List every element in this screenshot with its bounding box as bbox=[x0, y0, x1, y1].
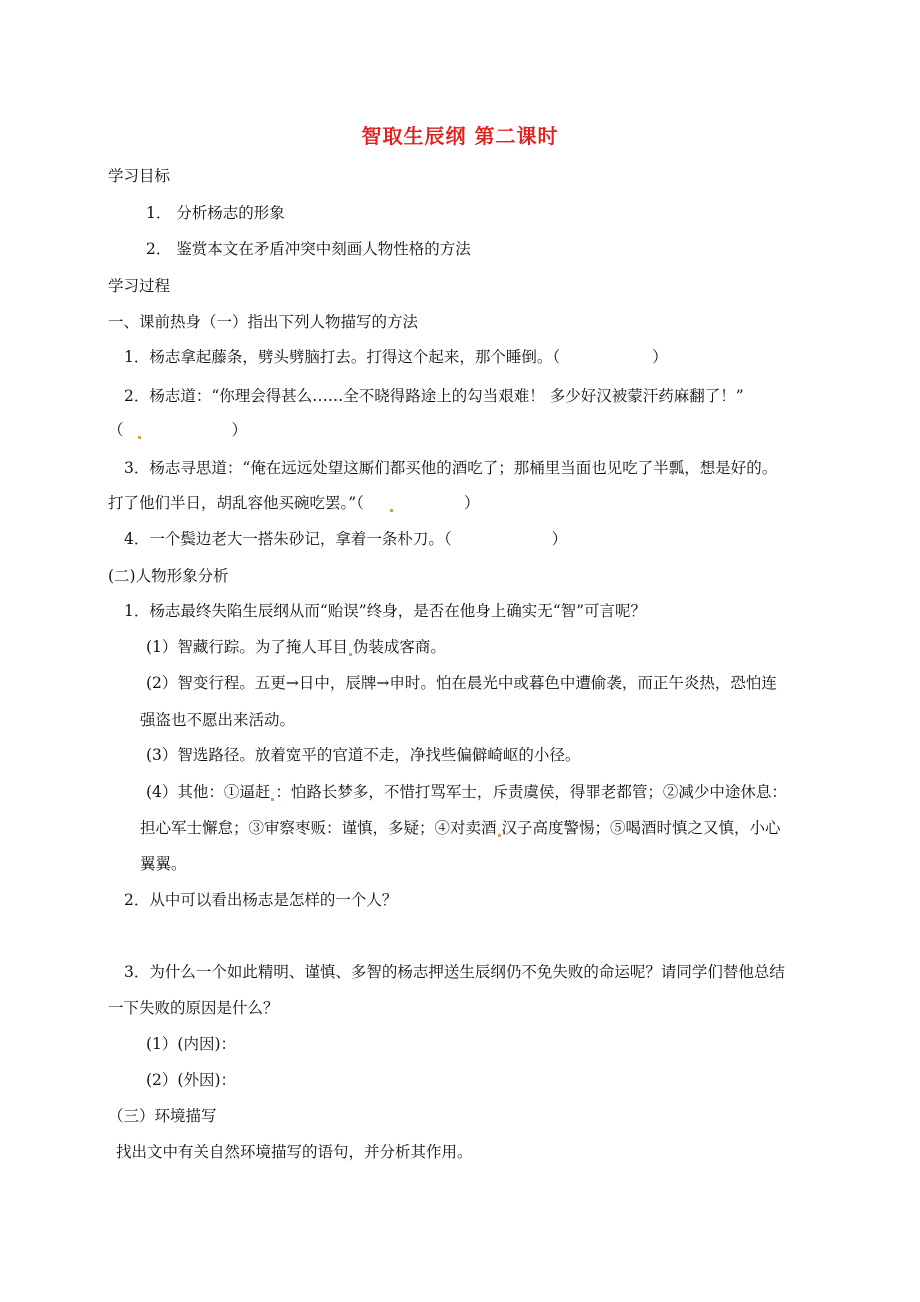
analysis-question-3-line2: 一下失败的原因是什么？ bbox=[108, 999, 279, 1017]
mark-dot bbox=[498, 834, 501, 837]
close-paren: ） bbox=[463, 494, 480, 512]
goal-item-2: 2． 鉴赏本文在矛盾冲突中刻画人物性格的方法 bbox=[146, 240, 471, 258]
exercise-1-text: 1．杨志拿起藤条，劈头劈脑打去。打得这个起来，那个睡倒。（ bbox=[124, 348, 561, 366]
point-1-text-b: 伪装成客商。 bbox=[352, 638, 446, 656]
analysis-question-3-line1: 3．为什么一个如此精明、谨慎、多智的杨志押送生辰纲仍不免失败的命运呢？请同学们替他总结 bbox=[124, 963, 785, 981]
answer-blank bbox=[124, 420, 232, 440]
analysis-point-4-line3: 翼翼。 bbox=[140, 855, 187, 873]
part1-heading: 一、课前热身（一）指出下列人物描写的方法 bbox=[108, 313, 419, 331]
point-4-text-c: 担心军士懈怠；③审察枣贩：谨慎，多疑；④对卖酒 bbox=[140, 819, 497, 837]
close-paren: ） bbox=[551, 530, 568, 548]
page-title: 智取生辰纲 第二课时 bbox=[361, 124, 559, 148]
analysis-point-2-line1: (2）智变行程。五更→日中，辰牌→申时。怕在晨光中或暮色中遭偷袭，而正午炎热，恐怕连 bbox=[146, 674, 777, 692]
analysis-question-1: 1．杨志最终失陷生辰纲从而“贻误”终身，是否在他身上确实无“智”可言呢？ bbox=[124, 602, 647, 620]
reason-internal: (1）(内因)： bbox=[146, 1035, 237, 1053]
exercise-3-text: 打了他们半日，胡乱容他买碗吃罢。”（ bbox=[108, 494, 364, 512]
close-paren: ） bbox=[652, 348, 668, 366]
analysis-point-3: (3）智选路径。放着宽平的官道不走，净找些偏僻崎岖的小径。 bbox=[146, 746, 581, 764]
mark-dot bbox=[349, 653, 352, 656]
point-4-text-d: 汉子高度警惕；⑤喝酒时慎之又慎，小心 bbox=[501, 819, 781, 837]
mark-dot bbox=[271, 798, 274, 801]
answer-blank bbox=[364, 493, 464, 513]
analysis-question-2: 2．从中可以看出杨志是怎样的一个人？ bbox=[124, 891, 398, 909]
goals-heading: 学习目标 bbox=[108, 167, 171, 185]
exercise-4 bbox=[124, 529, 567, 549]
point-1-text-a: (1）智藏行踪。为了掩人耳目 bbox=[146, 638, 348, 656]
exercise-1 bbox=[124, 347, 668, 367]
exercise-2-answer bbox=[108, 420, 247, 440]
exercise-3-line2 bbox=[108, 493, 479, 513]
open-paren: （ bbox=[108, 421, 124, 439]
analysis-point-4-line2 bbox=[140, 818, 781, 838]
mark-dot bbox=[138, 436, 141, 439]
point-4-text-b: ：怕路长梦多，不惜打骂军士，斥责虞侯，得罪老都管；②减少中途休息： bbox=[275, 783, 787, 801]
analysis-point-1 bbox=[146, 637, 446, 657]
environment-heading: （三）环境描写 bbox=[108, 1107, 217, 1125]
analysis-point-2-line2: 强盗也不愿出来活动。 bbox=[140, 711, 296, 729]
analysis-heading: (二)人物形象分析 bbox=[108, 567, 229, 585]
goal-item-1: 1． 分析杨志的形象 bbox=[146, 204, 285, 222]
mark-dot bbox=[390, 509, 393, 512]
process-heading: 学习过程 bbox=[108, 277, 171, 295]
exercise-3-line1: 3．杨志寻思道：“俺在远远处望这厮们都买他的酒吃了；那桶里当面也见吃了半瓢，想是好的。 bbox=[124, 459, 778, 477]
close-paren: ） bbox=[231, 421, 248, 439]
exercise-4-text: 4．一个鬓边老大一搭朱砂记，拿着一条朴刀。（ bbox=[124, 530, 452, 548]
analysis-point-4-line1 bbox=[146, 782, 787, 802]
environment-task: 找出文中有关自然环境描写的语句，并分析其作用。 bbox=[116, 1143, 473, 1161]
exercise-2-line1: 2．杨志道：“你理会得甚么……全不晓得路途上的勾当艰难！ 多少好汉被蒙汗药麻翻了！” bbox=[124, 387, 744, 405]
point-4-text-a: (4）其他：①逼赶 bbox=[146, 783, 271, 801]
reason-external: (2）(外因)： bbox=[146, 1071, 237, 1089]
